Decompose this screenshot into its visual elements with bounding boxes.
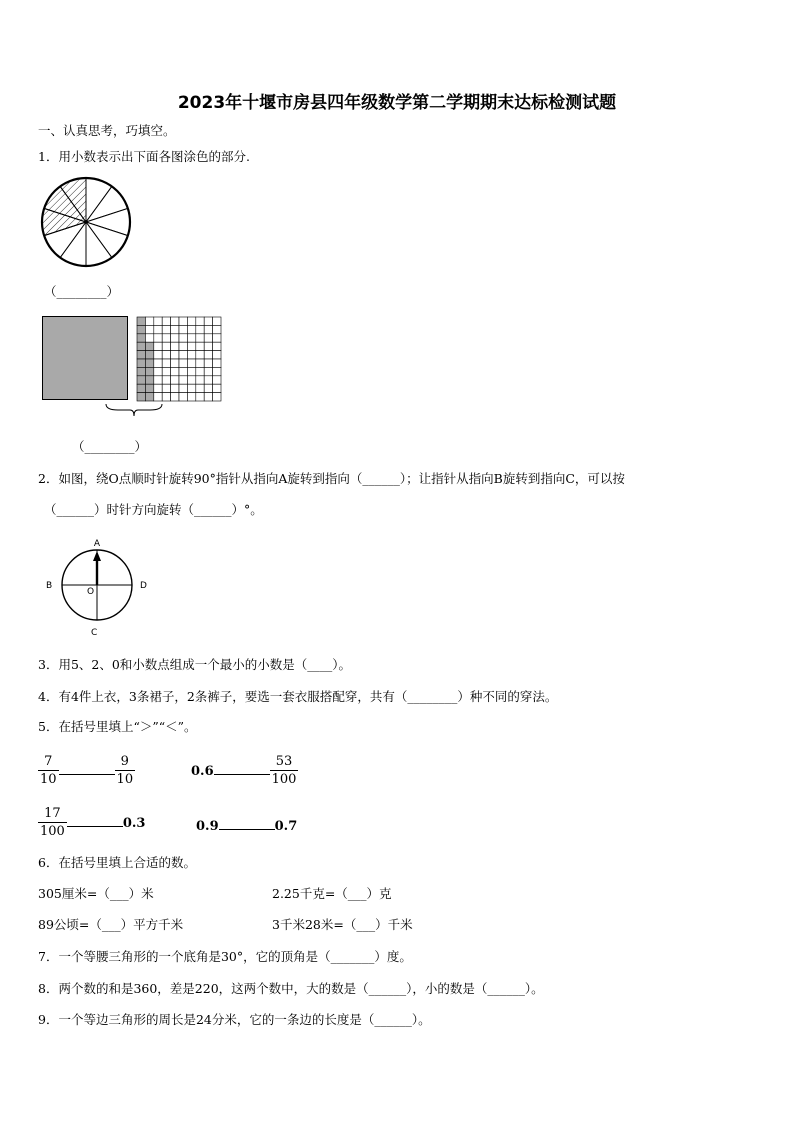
question-1-answer-a[interactable]: （________） [44, 284, 120, 299]
grid-cell [162, 325, 170, 333]
question-6-text: 6．在括号里填上合适的数。 [38, 855, 196, 870]
grid-cell [187, 384, 195, 392]
grid-cell [187, 376, 195, 384]
grid-cell [171, 359, 179, 367]
grid-cell [162, 393, 170, 401]
grid-cell [137, 325, 145, 333]
grid-cell [171, 384, 179, 392]
grid-cell [196, 393, 204, 401]
grid-cell [137, 393, 145, 401]
page-title: 2023年十堰市房县四年级数学第二学期期末达标检测试题 [177, 93, 617, 113]
grid-cell [145, 334, 153, 342]
grid-cell [154, 317, 162, 325]
decimal-0-9: 0.9 [196, 819, 219, 834]
fraction-9-10: $\frac{9}{10}$ [116, 754, 134, 787]
grid-cell [162, 342, 170, 350]
grid-cell [196, 359, 204, 367]
grid-cell [154, 359, 162, 367]
label-b: B [46, 581, 53, 591]
question-9: 9．一个等边三角形的周长是24分米，它的一条边的长度是（______）。 [38, 1012, 431, 1027]
grid-cell [179, 317, 187, 325]
grid-cell [145, 384, 153, 392]
question-8: 8．两个数的和是360，差是220，这两个数中，大的数是（______），小的数是（______）。 [38, 981, 544, 996]
grid-cell [137, 367, 145, 375]
grid-cell [187, 342, 195, 350]
fraction-17-100: $\frac{17}{100}$ [40, 806, 65, 839]
shaded-circle-figure [40, 176, 132, 268]
grid-cell [204, 351, 212, 359]
grid-cell [179, 367, 187, 375]
grid-cell [204, 376, 212, 384]
question-7: 7．一个等腰三角形的一个底角是30°，它的顶角是（_______）度。 [38, 949, 412, 964]
grid-cell [154, 351, 162, 359]
grid-cell [145, 359, 153, 367]
grid-cell [145, 367, 153, 375]
grid-cell [171, 376, 179, 384]
grid-cell [204, 384, 212, 392]
grid-cell [196, 376, 204, 384]
grid-cell [196, 342, 204, 350]
grid-cell [179, 393, 187, 401]
grid-cell [145, 317, 153, 325]
grid-cell [179, 325, 187, 333]
grid-cell [179, 342, 187, 350]
grid-cell [213, 393, 221, 401]
grid-cell [154, 376, 162, 384]
grid-cell [171, 393, 179, 401]
grid-cell [196, 317, 204, 325]
pointer-arrowhead [93, 551, 101, 561]
grid-cell [154, 342, 162, 350]
grid-cell [171, 342, 179, 350]
grid-cell [213, 359, 221, 367]
grid-cell [137, 376, 145, 384]
grid-cell [137, 384, 145, 392]
grid-cell [162, 367, 170, 375]
section-heading: 一、认真思考，巧填空。 [38, 123, 176, 138]
unit-conversion-b: 2.25千克=（___）克 [272, 886, 392, 901]
grid-cell [154, 384, 162, 392]
unit-conversion-d: 3千米28米=（___）千米 [272, 917, 413, 932]
grid-cell [196, 325, 204, 333]
grid-cell [162, 351, 170, 359]
grid-cell [187, 393, 195, 401]
fully-shaded-square [42, 316, 128, 400]
grid-cell [187, 367, 195, 375]
grid-cell [171, 317, 179, 325]
grid-cell [213, 334, 221, 342]
grid-cell [137, 317, 145, 325]
label-c: C [91, 628, 98, 638]
compare-blank-3[interactable] [67, 826, 123, 827]
grid-cell [196, 367, 204, 375]
grid-cell [187, 359, 195, 367]
grid-cell [204, 334, 212, 342]
grid-cell [162, 334, 170, 342]
grid-cell [162, 384, 170, 392]
question-1-text: 1．用小数表示出下面各图涂色的部分. [38, 149, 250, 164]
label-d: D [140, 581, 147, 591]
decimal-0-7: 0.7 [274, 819, 298, 834]
decimal-0-6: 0.6 [191, 764, 214, 779]
grid-cell [196, 334, 204, 342]
compare-blank-2[interactable] [214, 774, 270, 775]
grid-cell [196, 351, 204, 359]
grid-cell [204, 317, 212, 325]
grid-cell [137, 342, 145, 350]
fraction-7-10: $\frac{7}{10}$ [40, 754, 57, 787]
label-o: O [87, 587, 95, 597]
grid-cell [154, 393, 162, 401]
question-1-answer-b[interactable]: （________） [72, 439, 148, 454]
grid-cell [196, 384, 204, 392]
grid-cell [204, 342, 212, 350]
grid-cell [204, 367, 212, 375]
grid-cell [162, 317, 170, 325]
compare-blank-4[interactable] [219, 829, 275, 830]
grid-cell [213, 325, 221, 333]
grid-cell [171, 367, 179, 375]
grid-cell [171, 351, 179, 359]
grid-cell [154, 334, 162, 342]
grid-cell [162, 359, 170, 367]
grid-cell [213, 342, 221, 350]
question-2-line-2: （______）时针方向旋转（______）°。 [44, 502, 263, 517]
compare-item-3 [38, 805, 145, 840]
grid-cell [187, 351, 195, 359]
compare-blank-1[interactable] [59, 774, 115, 775]
hundred-grid-figure [136, 316, 226, 416]
grid-cell [187, 317, 195, 325]
compare-item-2 [191, 753, 298, 788]
grid-cell [145, 351, 153, 359]
grid-cell [179, 384, 187, 392]
grid-cell [145, 376, 153, 384]
grid-cell [213, 384, 221, 392]
question-5-text: 5．在括号里填上“＞”“＜”。 [38, 719, 197, 734]
grid-cell [213, 376, 221, 384]
decimal-0-3: 0.3 [122, 816, 146, 831]
brace-icon [104, 402, 164, 418]
clock-dial-figure [40, 536, 160, 642]
label-a: A [93, 539, 101, 549]
grid-cell [213, 367, 221, 375]
grid-cell [154, 325, 162, 333]
grid-cell [171, 334, 179, 342]
grid-cell [187, 325, 195, 333]
grid-cell [179, 376, 187, 384]
grid-cell [213, 317, 221, 325]
grid-cell [179, 351, 187, 359]
unit-conversion-c: 89公顷=（___）平方千米 [38, 917, 184, 932]
question-2-line-1: 2．如图，绕O点顺时针旋转90°指针从指向A旋转到指向（______）；让指针从指向B旋转到指向C，可以按 [38, 471, 625, 486]
grid-cell [145, 325, 153, 333]
grid-cell [179, 334, 187, 342]
grid-cell [204, 393, 212, 401]
grid-cell [171, 325, 179, 333]
grid-cell [179, 359, 187, 367]
grid-cell [145, 342, 153, 350]
grid-cell [204, 359, 212, 367]
grid-cell [145, 393, 153, 401]
grid-cell [154, 367, 162, 375]
question-4: 4．有4件上衣，3条裙子，2条裤子，要选一套衣服搭配穿，共有（________）种不同的穿法。 [38, 689, 558, 704]
question-3: 3．用5、2、0和小数点组成一个最小的小数是（____）。 [38, 657, 352, 672]
grid-cell [213, 351, 221, 359]
grid-cell [187, 334, 195, 342]
grid-cell [137, 351, 145, 359]
grid-cell [162, 376, 170, 384]
compare-item-4 [196, 815, 297, 834]
unit-conversion-a: 305厘米=（___）米 [38, 886, 154, 901]
grid-cell [137, 359, 145, 367]
grid-cell [137, 334, 145, 342]
fraction-53-100: $\frac{53}{100}$ [271, 754, 297, 787]
grid-cells [137, 317, 221, 401]
compare-item-1 [38, 753, 135, 788]
grid-cell [204, 325, 212, 333]
